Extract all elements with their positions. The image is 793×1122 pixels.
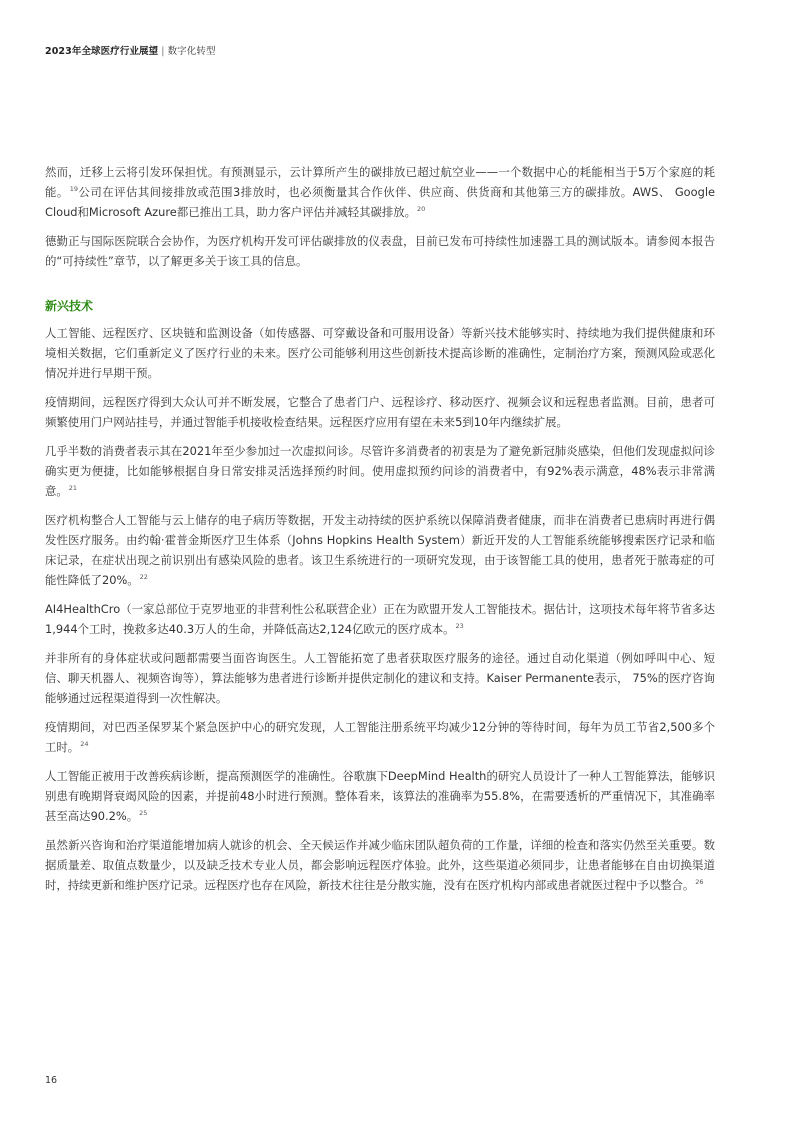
footnote-ref: 22	[139, 573, 148, 581]
paragraph: 人工智能正被用于改善疾病诊断，提高预测医学的准确性。谷歌旗下DeepMind Health的研究人员设计了一种人工智能算法，能够识别患有晚期肾衰竭风险的因素，并提前48小时进行预测。整体看来，该算法的准确率为55.8%，在需要透析的严重情况下，其准确率甚至高达90.2%。$^{25}$	[45, 769, 715, 823]
paragraph: 人工智能、远程医疗、区块链和监测设备（如传感器、可穿戴设备和可服用设备）等新兴技术能够实时、持续地为我们提供健康和环境相关数据，它们重新定义了医疗行业的未来。医疗公司能够利用这些创新技术提高诊断的准确性，定制治疗方案，预测风险或恶化情况并进行早期干预。	[45, 326, 715, 380]
report-title: 2023年全球医疗行业展望	[45, 46, 159, 57]
section-heading: 新兴技术	[45, 299, 94, 313]
footnote-ref: 21	[68, 484, 78, 492]
paragraph: 疫情期间，远程医疗得到大众认可并不断发展，它整合了患者门户、远程诊疗、移动医疗、视频会议和远程患者监测。目前，患者可频繁使用门户网站挂号，并通过智能手机接收检查结果。远程医疗应用有望在未来5到10年内继续扩展。	[45, 395, 715, 429]
paragraph: 并非所有的身体症状或问题都需要当面咨询医生。人工智能拓宽了患者获取医疗服务的途径。通过自动化渠道（例如呼叫中心、短信、聊天机器人、视频咨询等），算法能够为患者进行诊断并提供定制化的建议和支持。Kaiser Permanente表示， 75%的医疗咨询能够通过远程渠道得到一次性解决。	[45, 651, 715, 705]
header-separator: |	[161, 46, 165, 57]
paragraph: 虽然新兴咨询和治疗渠道能增加病人就诊的机会、全天候运作并减少临床团队超负荷的工作量，详细的检查和落实仍然至关重要。数据质量差、取值点数量少，以及缺乏技术专业人员，都会影响远程医疗体验。此外，这些渠道必须同步，让患者能够在自由切换渠道时，持续更新和维护医疗记录。远程医疗也存在风险，新技术往往是分散实施，没有在医疗机构内部或患者就医过程中予以整合。$^{26}$	[45, 838, 715, 892]
paragraph: AI4HealthCro（一家总部位于克罗地亚的非营利性公私联营企业）正在为欧盟开发人工智能技术。据估计，这项技术每年将节省多达1,944个工时，挽救多达40.3万人的生命，并降低高达2,124亿欧元的医疗成本。$^{23}$	[45, 602, 715, 636]
paragraph: 德勤正与国际医院联合会协作，为医疗机构开发可评估碳排放的仪表盘，目前已发布可持续性加速器工具的测试版本。请参阅本报告的“可持续性”章节，以了解更多关于该工具的信息。	[45, 234, 715, 268]
footnote-ref: 26	[695, 878, 704, 886]
paragraph: 然而，迁移上云将引发环保担忧。有预测显示，云计算所产生的碳排放已超过航空业——一个数据中心的耗能相当于5万个家庭的耗能。$^{19}$公司在评估其间接排放或范围3排放时，也必须衡量其合作伙伴、供应商、供货商和其他第三方的碳排放。AWS、 Google Cloud和Microsoft Azure都已推出工具，助力客户评估并减轻其碳排放。$^{20}$	[45, 165, 715, 219]
page-number: 16	[45, 1075, 58, 1086]
footnote-ref: 23	[455, 622, 464, 630]
paragraph: 医疗机构整合人工智能与云上储存的电子病历等数据，开发主动持续的医护系统以保障消费者健康，而非在消费者已患病时再进行偶发性医疗服务。由约翰·霍普金斯医疗卫生体系（Johns Hopkins Health System）新近开发的人工智能系统能够搜索医疗记录和临床记录，在症状出现之前识别出有感染风险的患者。该卫生系统进行的一项研究发现，由于该智能工具的使用，患者死于脓毒症的可能性降低了20%。$^{22}$	[45, 513, 715, 587]
footnote-ref: 25	[139, 809, 148, 817]
page-header	[45, 43, 216, 57]
footnote-ref: 24	[80, 740, 89, 748]
report-section: 数字化转型	[167, 46, 216, 57]
article-body	[45, 162, 715, 904]
footnote-ref: 20	[417, 205, 426, 213]
paragraph: 疫情期间，对巴西圣保罗某个紧急医护中心的研究发现，人工智能注册系统平均减少12分钟的等待时间，每年为员工节省2,500多个工时。$^{24}$	[45, 720, 715, 754]
paragraph: 几乎半数的消费者表示其在2021年至少参加过一次虚拟问诊。尽管许多消费者的初衷是为了避免新冠肺炎感染，但他们发现虚拟问诊确实更为便捷，比如能够根据自身日常安排灵活选择预约时间。使用虚拟预约问诊的消费者中，有92%表示满意，48%表示非常满意。$^{21}$	[45, 444, 715, 498]
footnote-ref: 19	[69, 185, 79, 193]
